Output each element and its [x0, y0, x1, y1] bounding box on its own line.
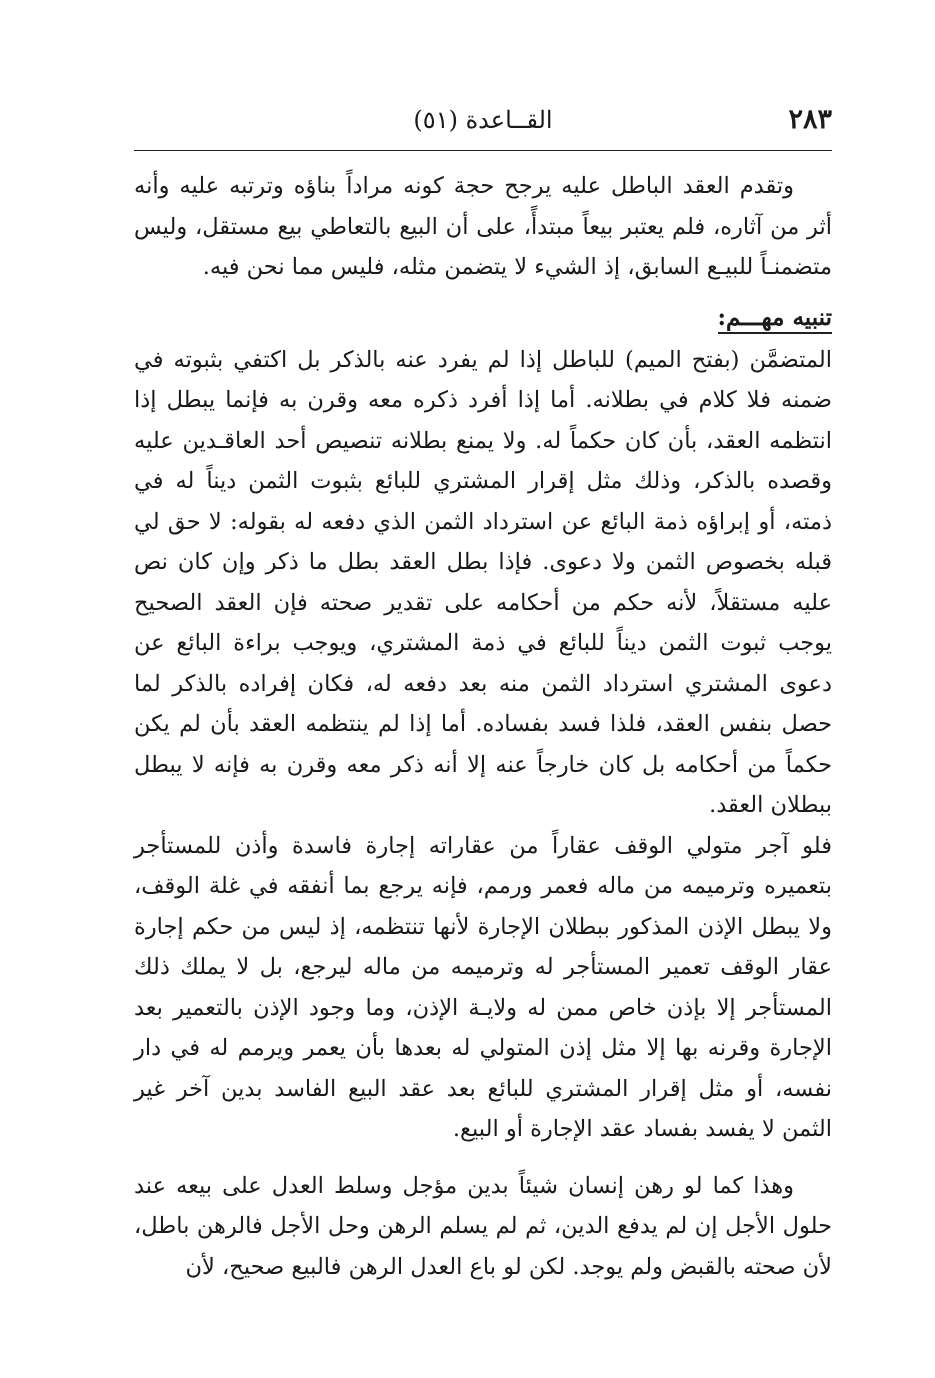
- paragraph-4: وهذا كما لو رهن إنسان شيئاً بدين مؤجل وسلط العدل على بيعه عند حلول الأجل إن لم يدفع الدين، ثم لم يسلم الرهن وحل الأجل فالرهن باطل، لأن صحته بالقبض ولم يوجد. لكن لو باع العدل الرهن فالبيع صحيح، لأن: [134, 1172, 832, 1280]
- header-divider: [134, 150, 832, 151]
- page-number: ٢٨٣: [788, 104, 832, 135]
- paragraph-1: وتقدم العقد الباطل عليه يرجح حجة كونه مراداً بناؤه وترتبه عليه وأنه أثر من آثاره، فلم يعتبر بيعاً مبتدأً، على أن البيع بالتعاطي بيع مستقل، وليس متضمنـاً للبيـع السابق، إذ الشيء لا يتضمن مثله، فليس مما نحن فيه.: [134, 173, 832, 280]
- section-heading-text: تنبيه مهـــم:: [718, 304, 833, 334]
- running-title: القــاعدة (٥١): [413, 106, 553, 134]
- section-heading: [134, 296, 832, 340]
- book-page: [134, 100, 832, 1280]
- paragraph-3: فلو آجر متولي الوقف عقاراً من عقاراته إجارة فاسدة وأذن للمستأجر بتعميره وترميمه من ماله فعمر ورمم، فإنه يرجع بما أنفقه في غلة الوقف، ولا يبطل الإذن المذكور ببطلان الإجارة لأنها تنتظمه، إذ ليس من حكم إجارة عقار الوقف تعمير المستأجر له وترميمه من ماله ليرجع، بل لا يملك ذلك المستأجر إلا بإذن خاص ممن له ولايـة الإذن، وما وجود الإذن بالتعمير بعد الإجارة وقرنه بها إلا مثل إذن المتولي له بعدها بأن يعمر ويرمم له في دار نفسه، أو مثل إقرار المشتري للبائع بعد عقد البيع الفاسد بدين آخر غير الثمن لا يفسد بفساد عقد الإجارة أو البيع.: [134, 832, 832, 1142]
- page-header: [134, 100, 832, 142]
- paragraph-2: المتضمَّن (بفتح الميم) للباطل إذا لم يفرد عنه بالذكر بل اكتفي بثبوته في ضمنه فلا كلام في بطلانه. أما إذا أفرد ذكره معه وقرن به فإنما يبطل إذا انتظمه العقد، بأن كان حكماً له. ولا يمنع بطلانه تنصيص أحد العاقـدين عليه وقصده بالذكر، وذلك مثل إقرار المشتري للبائع بثبوت الثمن ديناً له في ذمته، أو إبراؤه ذمة البائع عن استرداد الثمن الذي دفعه له بقوله: لا حق لي قبله بخصوص الثمن ولا دعوى. فإذا بطل العقد بطل ما ذكر وإن كان نص عليه مستقلاً، لأنه حكم من أحكامه على تقدير صحته فإن العقد الصحيح يوجب ثبوت الثمن ديناً للبائع في ذمة المشتري، ويوجب براءة البائع عن دعوى المشتري استرداد الثمن منه بعد دفعه له، فكان إفراده بالذكر لما حصل بنفس العقد، فلذا فسد بفساده. أما إذا لم ينتظمه العقد بأن لم يكن حكماً من أحكامه بل كان خارجاً عنه إلا أنه ذكر معه وقرن به فإنه لا يبطل ببطلان العقد.: [134, 346, 832, 818]
- body-text: [134, 166, 832, 1287]
